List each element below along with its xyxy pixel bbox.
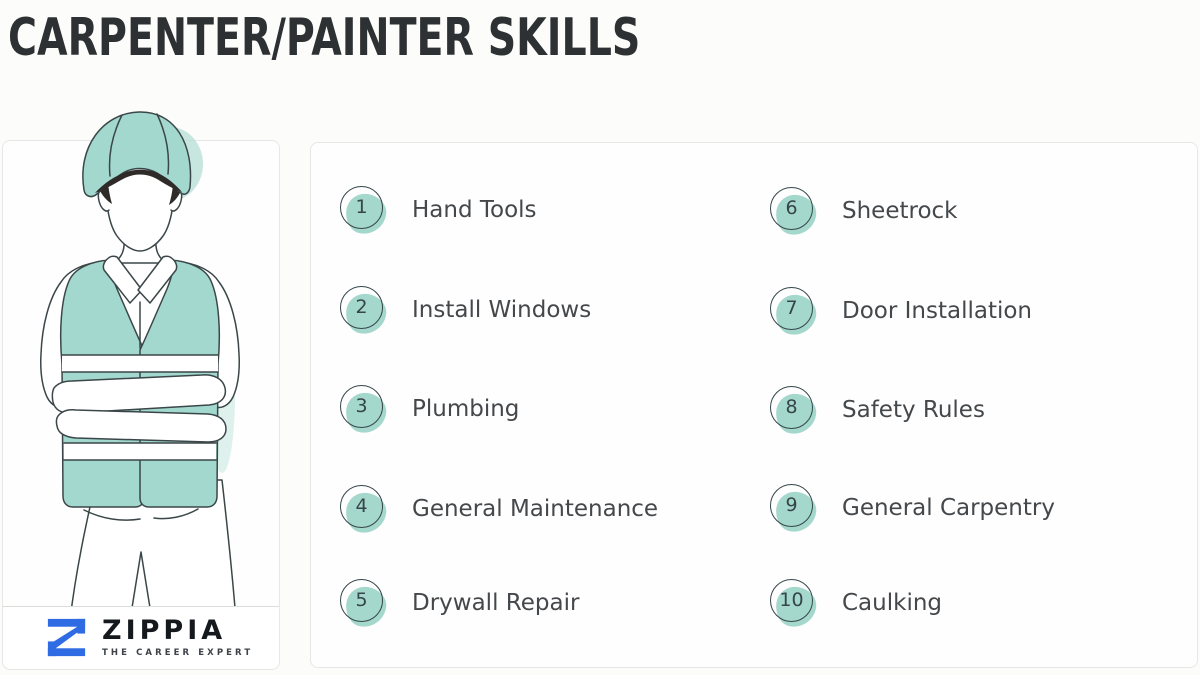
skill-item [340, 186, 537, 234]
number-ring [340, 186, 383, 229]
number-ring [340, 579, 383, 622]
skill-number-badge [340, 579, 388, 627]
number-ring [340, 385, 383, 428]
worker-illustration [0, 100, 300, 675]
logo-strip [3, 606, 279, 668]
skill-number: 10 [779, 589, 804, 611]
skill-label: General Carpentry [842, 495, 1055, 521]
skill-number: 8 [785, 396, 798, 418]
skill-label: General Maintenance [412, 496, 659, 522]
skill-label: Sheetrock [842, 198, 958, 224]
skill-number-badge [340, 286, 388, 334]
number-ring [340, 485, 383, 528]
logo-tagline: THE CAREER EXPERT [102, 647, 254, 658]
skill-item [340, 485, 658, 533]
skill-item [770, 484, 1055, 532]
skill-number-badge [340, 385, 388, 433]
skill-number-badge [770, 484, 818, 532]
skill-number-badge [770, 287, 818, 335]
skill-item [770, 579, 942, 627]
number-ring [770, 187, 813, 230]
number-ring [770, 386, 813, 429]
number-ring [770, 484, 813, 527]
skill-number: 9 [785, 494, 798, 516]
skill-label: Plumbing [412, 396, 520, 422]
number-ring [770, 579, 813, 622]
skill-label: Install Windows [412, 297, 592, 323]
skill-label: Hand Tools [412, 197, 537, 223]
zippia-z-icon [43, 614, 90, 661]
skill-number-badge [770, 386, 818, 434]
page-title: CARPENTER/PAINTER SKILLS [8, 8, 641, 68]
skill-number-badge [770, 187, 818, 235]
number-ring [340, 286, 383, 329]
skill-number: 2 [355, 296, 368, 318]
skill-item [340, 286, 591, 334]
skill-number: 4 [355, 495, 368, 517]
skill-item [340, 385, 519, 433]
number-ring [770, 287, 813, 330]
skill-label: Safety Rules [842, 397, 985, 423]
skill-label: Door Installation [842, 298, 1033, 324]
skill-number: 3 [355, 395, 368, 417]
skill-number: 7 [785, 297, 798, 319]
skill-label: Caulking [842, 590, 943, 616]
skill-number: 6 [785, 197, 798, 219]
skill-item [770, 187, 957, 235]
logo-brand: ZIPPIA [102, 615, 227, 647]
skill-number: 1 [355, 196, 368, 218]
skill-label: Drywall Repair [412, 590, 580, 616]
skill-item [770, 287, 1032, 335]
skill-number: 5 [355, 589, 368, 611]
skill-number-badge [340, 485, 388, 533]
skill-number-badge [340, 186, 388, 234]
skill-number-badge [770, 579, 818, 627]
skill-item [770, 386, 985, 434]
skill-item [340, 579, 579, 627]
